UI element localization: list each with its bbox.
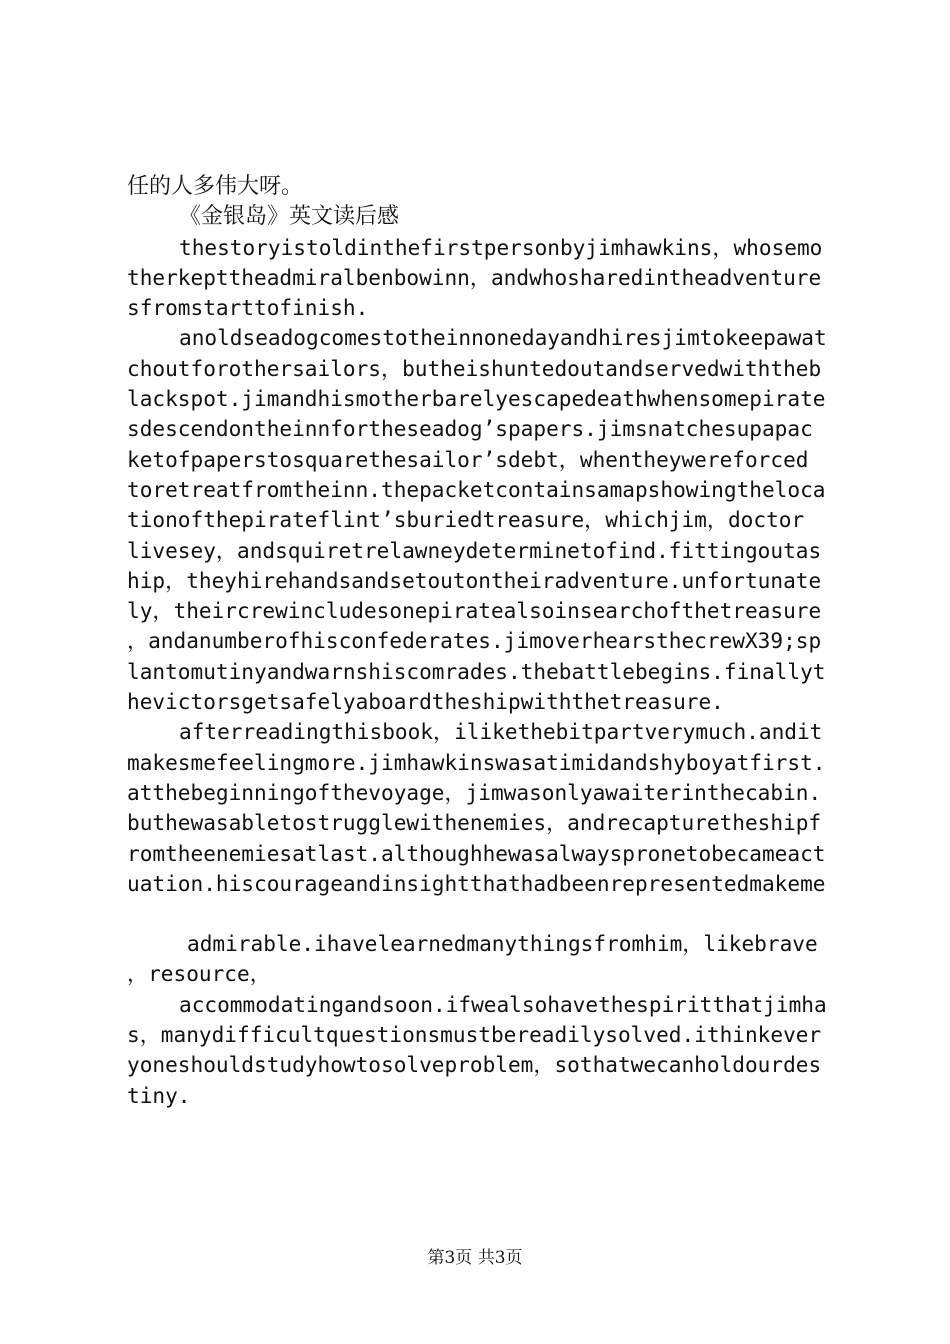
text-line: hip，theyhirehandsandsetoutontheiradventure.unfortunate bbox=[127, 567, 822, 593]
text-line: makesmefeelingmore.jimhawkinswasatimidandshyboyatfirst. bbox=[127, 749, 826, 775]
text-line: yoneshouldstudyhowtosolveproblem，sothatwecanholdourdes bbox=[127, 1052, 822, 1078]
text-line: uation.hiscourageandinsightthathadbeenrepresentedmakeme bbox=[127, 870, 826, 896]
page-number-label: 第3页 共3页 bbox=[427, 1248, 523, 1268]
paragraph-gap bbox=[127, 899, 839, 929]
document-body bbox=[127, 172, 839, 1111]
text-line: toretreatfromtheinn.thepacketcontainsamapshowingtheloca bbox=[127, 476, 826, 502]
text-line: anoldseadogcomestotheinnonedayandhiresjimtokeepawat bbox=[179, 325, 827, 351]
text-line: 任的人多伟大呀。 bbox=[127, 174, 304, 199]
text-line: tiny. bbox=[127, 1082, 191, 1108]
text-line: ，andanumberofhisconfederates.jimoverhearsthecrewX39;sp bbox=[127, 628, 822, 654]
essay-title: 《金银岛》英文读后感 bbox=[179, 204, 400, 230]
text-line: lackspot.jimandhismotherbarelyescapedeathwhensomepirate bbox=[127, 386, 826, 412]
text-line: lantomutinyandwarnshiscomrades.thebattlebegins.finallyt bbox=[127, 658, 826, 684]
text-line: admirable.ihavelearnedmanythingsfromhim，likebrave bbox=[187, 931, 818, 957]
text-line: buthewasabletostrugglewithenemies，andrecapturetheshipf bbox=[127, 810, 822, 836]
text-line: therkepttheadmiralbenbowinn，andwhosharedintheadventure bbox=[127, 264, 822, 290]
text-line: choutforothersailors，butheishuntedoutandservedwiththeb bbox=[127, 355, 822, 381]
text-line: hevictorsgetsafelyaboardtheshipwiththetreasure. bbox=[127, 689, 724, 715]
text-line: romtheenemiesatlast.althoughhewasalwayspronetobecameact bbox=[127, 840, 826, 866]
text-line: sdescendontheinnfortheseadog’spapers.jimsnatchesupapac bbox=[127, 416, 813, 442]
text-line: afterreadingthisbook，ilikethebitpartverymuch.andit bbox=[179, 719, 823, 745]
text-line: ，resource， bbox=[127, 961, 271, 987]
text-line: livesey，andsquiretrelawneydeterminetofind.fittingoutas bbox=[127, 537, 822, 563]
text-line: atthebeginningofthevoyage，jimwasonlyawaiterinthecabin. bbox=[127, 779, 822, 805]
text-line: s，manydifficultquestionsmustbereadilysolved.ithinkever bbox=[127, 1022, 822, 1048]
text-line: accommodatingandsoon.ifwealsohavethespiritthatjimha bbox=[179, 991, 827, 1017]
text-line: thestoryistoldinthefirstpersonbyjimhawkins，whosemo bbox=[179, 234, 823, 260]
text-line: sfromstarttofinish. bbox=[127, 295, 369, 321]
text-line: ly，theircrewincludesonepiratealsoinsearchofthetreasure bbox=[127, 598, 822, 624]
text-line: tionofthepirateflint’sburiedtreasure，whichjim，doctor bbox=[127, 507, 805, 533]
page-footer bbox=[0, 1243, 950, 1268]
text-line: ketofpaperstosquarethesailor’sdebt，whentheywereforced bbox=[127, 446, 809, 472]
